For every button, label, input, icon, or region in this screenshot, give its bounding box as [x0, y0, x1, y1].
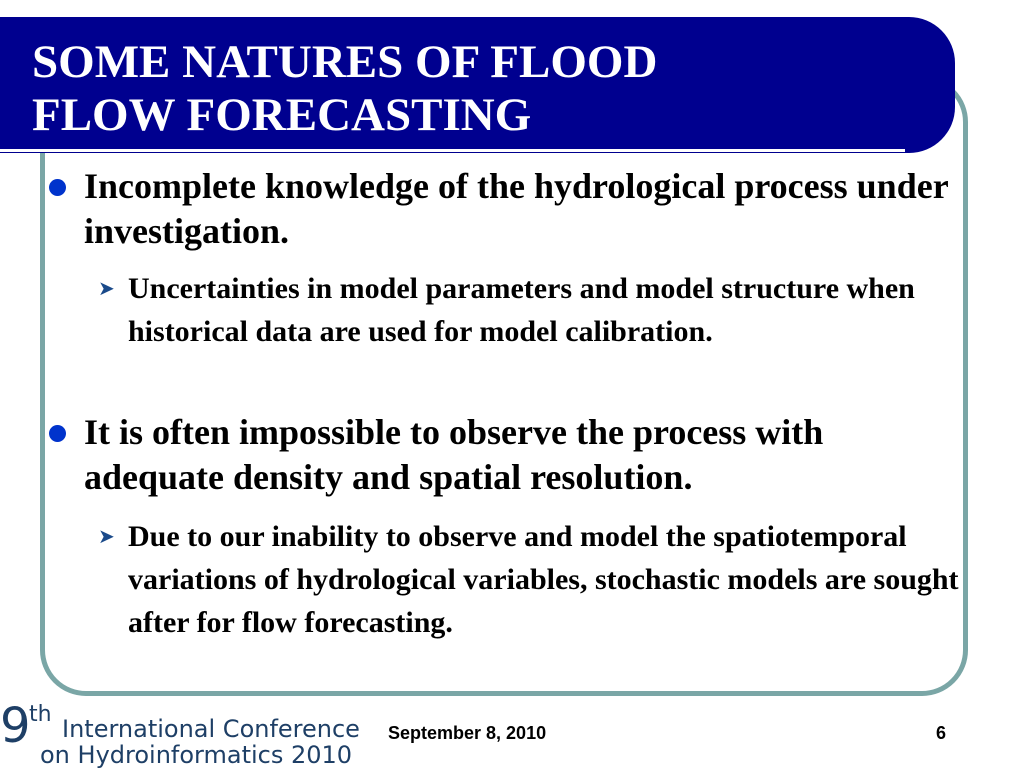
- filled-circle-bullet-icon: [49, 425, 66, 442]
- sub-bullet-item: [98, 267, 968, 353]
- bullet-item: [84, 410, 964, 500]
- footer-date: September 8, 2010: [388, 723, 547, 743]
- sub-bullet-text: Uncertainties in model parameters and model structure when historical data are used for model calibration.: [128, 272, 915, 348]
- slide-title: SOME NATURES OF FLOOD FLOW FORECASTING: [32, 36, 658, 141]
- title-banner: [0, 17, 955, 153]
- logo-line-2: on Hydroinformatics 2010: [40, 741, 353, 768]
- bullet-item: [84, 164, 964, 254]
- page-number: 6: [936, 723, 947, 743]
- bullet-text: It is often impossible to observe the process with adequate density and spatial resolution.: [84, 412, 824, 497]
- arrowhead-bullet-icon: ➤: [98, 276, 115, 300]
- logo-superscript: th: [29, 702, 52, 727]
- bullet-text: Incomplete knowledge of the hydrological process under investigation.: [84, 166, 949, 251]
- logo-number: 9: [0, 698, 31, 754]
- sub-bullet-item: [98, 515, 968, 644]
- logo-line-1: International Conference: [62, 715, 360, 743]
- conference-logo: [0, 700, 360, 768]
- title-underline: [0, 149, 905, 152]
- arrowhead-bullet-icon: ➤: [98, 524, 115, 548]
- filled-circle-bullet-icon: [49, 179, 66, 196]
- sub-bullet-text: Due to our inability to observe and model the spatiotemporal variations of hydrological variables, stochastic models are sought after for flow forecasting.: [128, 520, 959, 639]
